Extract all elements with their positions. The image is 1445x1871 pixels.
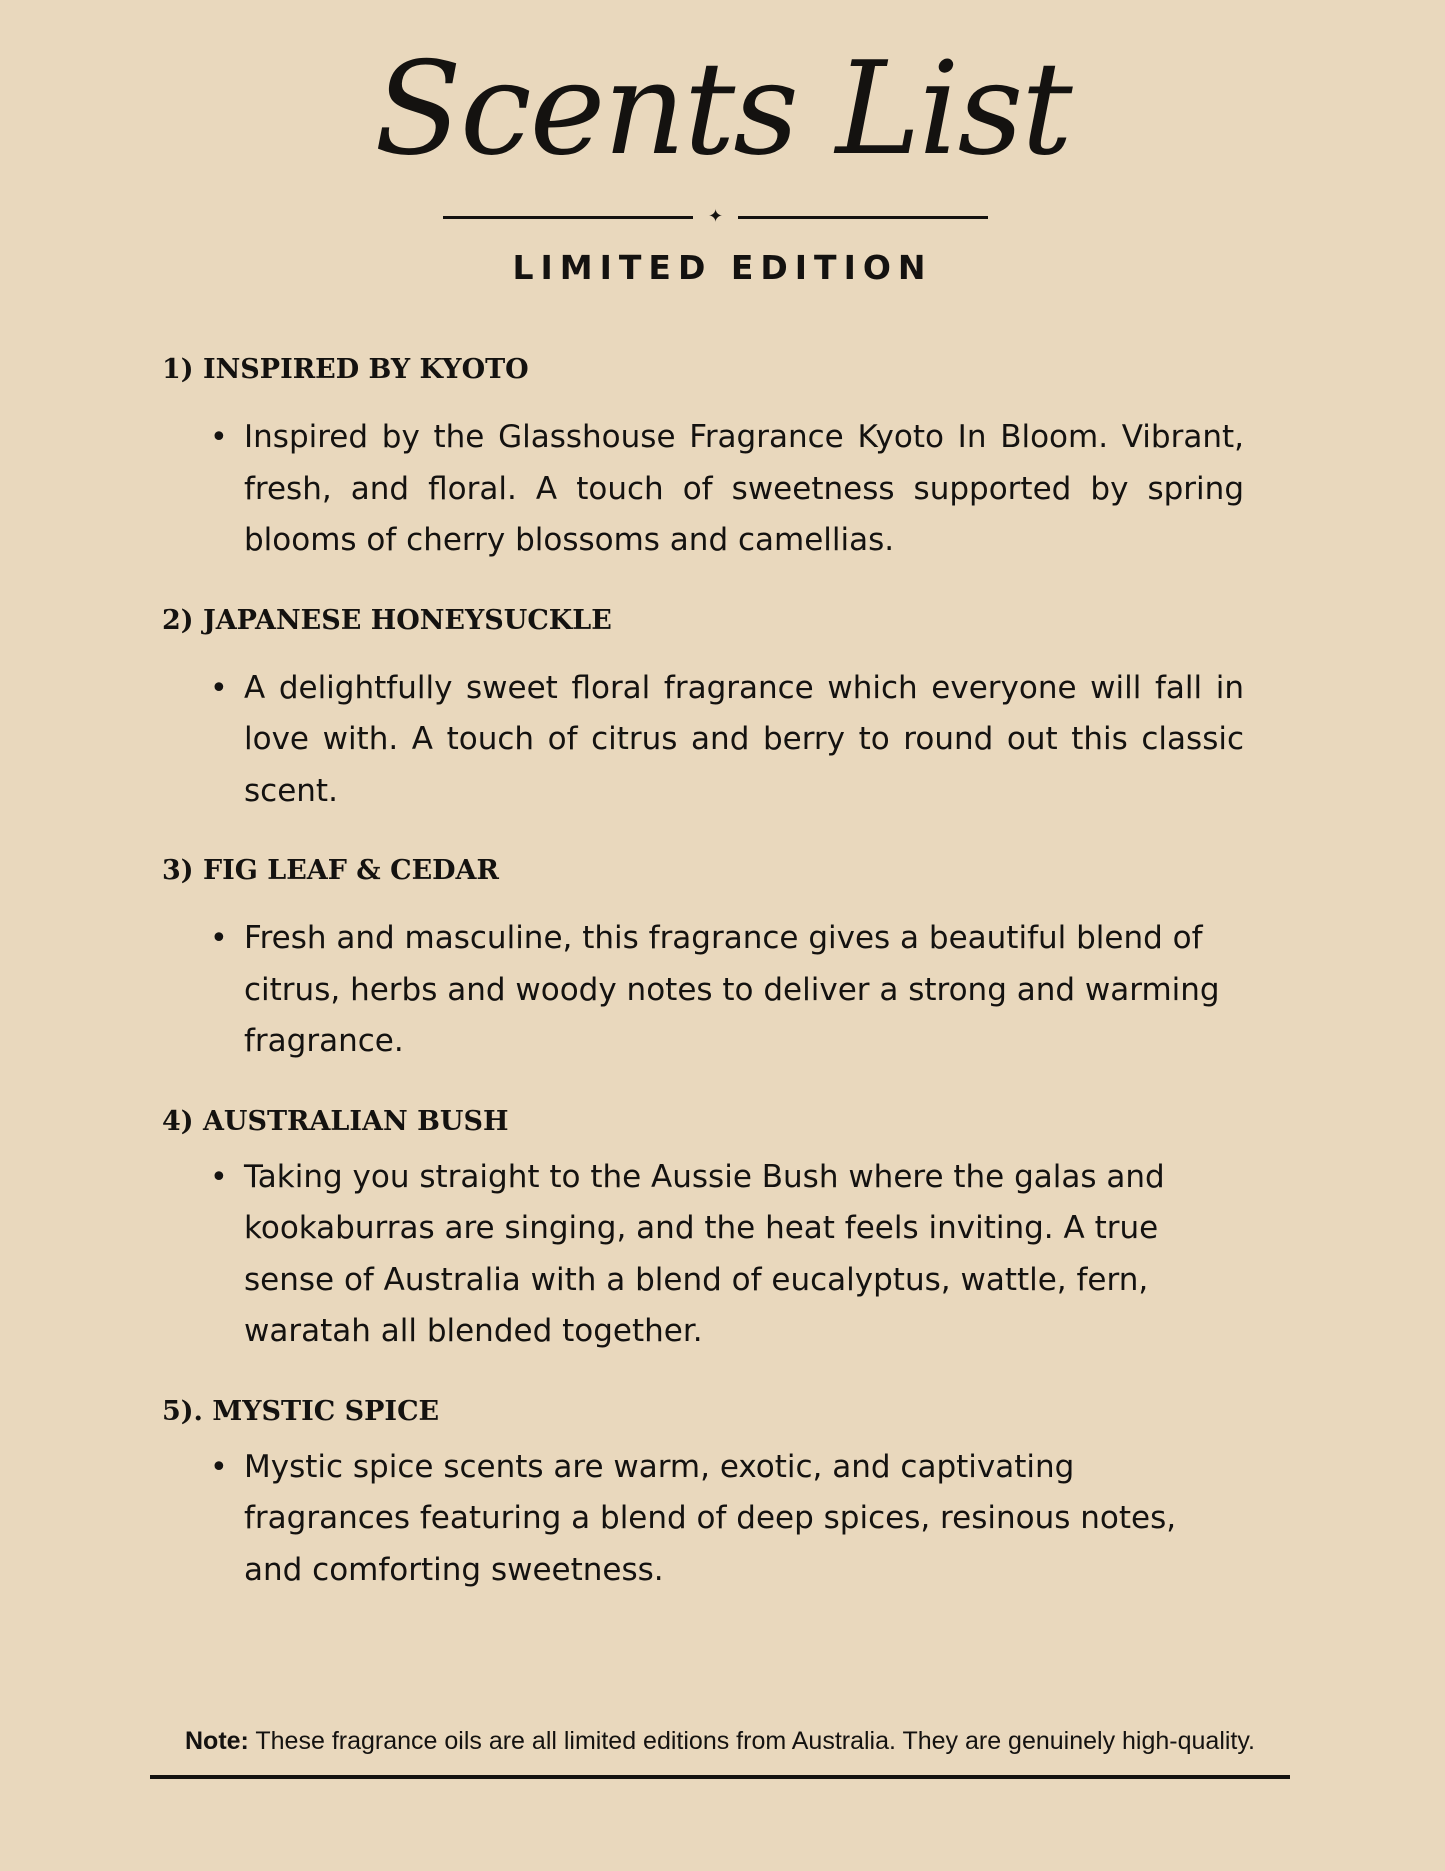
scent-description-text: Mystic spice scents are warm, exotic, and captivating fragrances featuring a blend of deep spices, resinous notes, and comforting sweetness.	[244, 1448, 1177, 1588]
scent-item-japanese-honeysuckle	[162, 599, 1262, 818]
bottom-rule	[150, 1775, 1290, 1779]
scent-heading: 3) FIG LEAF & CEDAR	[162, 855, 499, 886]
scent-description	[210, 412, 1244, 567]
scent-description-text: Fresh and masculine, this fragrance gives a beautiful blend of citrus, herbs and woody notes to deliver a strong and warming fragrance.	[244, 920, 1220, 1059]
scent-description	[210, 913, 1244, 1068]
page-title: Scents List	[374, 35, 1071, 184]
title-divider	[443, 205, 988, 229]
scent-heading: 1) INSPIRED BY KYOTO	[162, 354, 529, 385]
scent-heading: 5). MYSTIC SPICE	[162, 1395, 440, 1427]
note-label: Note:	[185, 1727, 249, 1755]
scent-description	[210, 663, 1244, 818]
scent-heading: 2) JAPANESE HONEYSUCKLE	[162, 604, 612, 636]
scent-heading: 4) AUSTRALIAN BUSH	[162, 1105, 509, 1137]
bullet-icon: •	[210, 921, 228, 956]
scent-item-inspired-by-kyoto	[162, 348, 1262, 567]
divider-line-left	[443, 216, 693, 219]
bullet-icon: •	[210, 1159, 228, 1195]
page-subtitle: LIMITED EDITION	[512, 248, 933, 287]
scent-description	[210, 1152, 1244, 1358]
scent-item-fig-leaf-cedar	[162, 849, 1262, 1068]
bullet-icon: •	[210, 670, 228, 706]
divider-line-right	[738, 216, 988, 219]
bullet-icon: •	[210, 420, 228, 455]
scent-description	[210, 1442, 1244, 1597]
note-text: These fragrance oils are all limited editions from Australia. They are genuinely high-quality.	[248, 1727, 1255, 1755]
scent-list	[162, 348, 1262, 1628]
scent-item-mystic-spice	[162, 1390, 1262, 1597]
bullet-icon: •	[210, 1449, 228, 1485]
diamond-star-icon: ✦	[708, 206, 724, 227]
scent-description-text: Taking you straight to the Aussie Bush where the galas and kookaburras are singing, and the heat feels inviting. A true sense of Australia with a blend of eucalyptus, wattle, fern, waratah all blended together.	[244, 1158, 1165, 1349]
footer-note	[150, 1722, 1290, 1760]
scent-description-text: A delightfully sweet floral fragrance which everyone will fall in love with. A touch of citrus and berry to round out this classic scent.	[244, 669, 1244, 809]
scent-item-australian-bush	[162, 1100, 1262, 1358]
scent-description-text: Inspired by the Glasshouse Fragrance Kyoto In Bloom. Vibrant, fresh, and floral. A touch of sweetness supported by spring blooms of cherry blossoms and camellias.	[244, 419, 1244, 558]
